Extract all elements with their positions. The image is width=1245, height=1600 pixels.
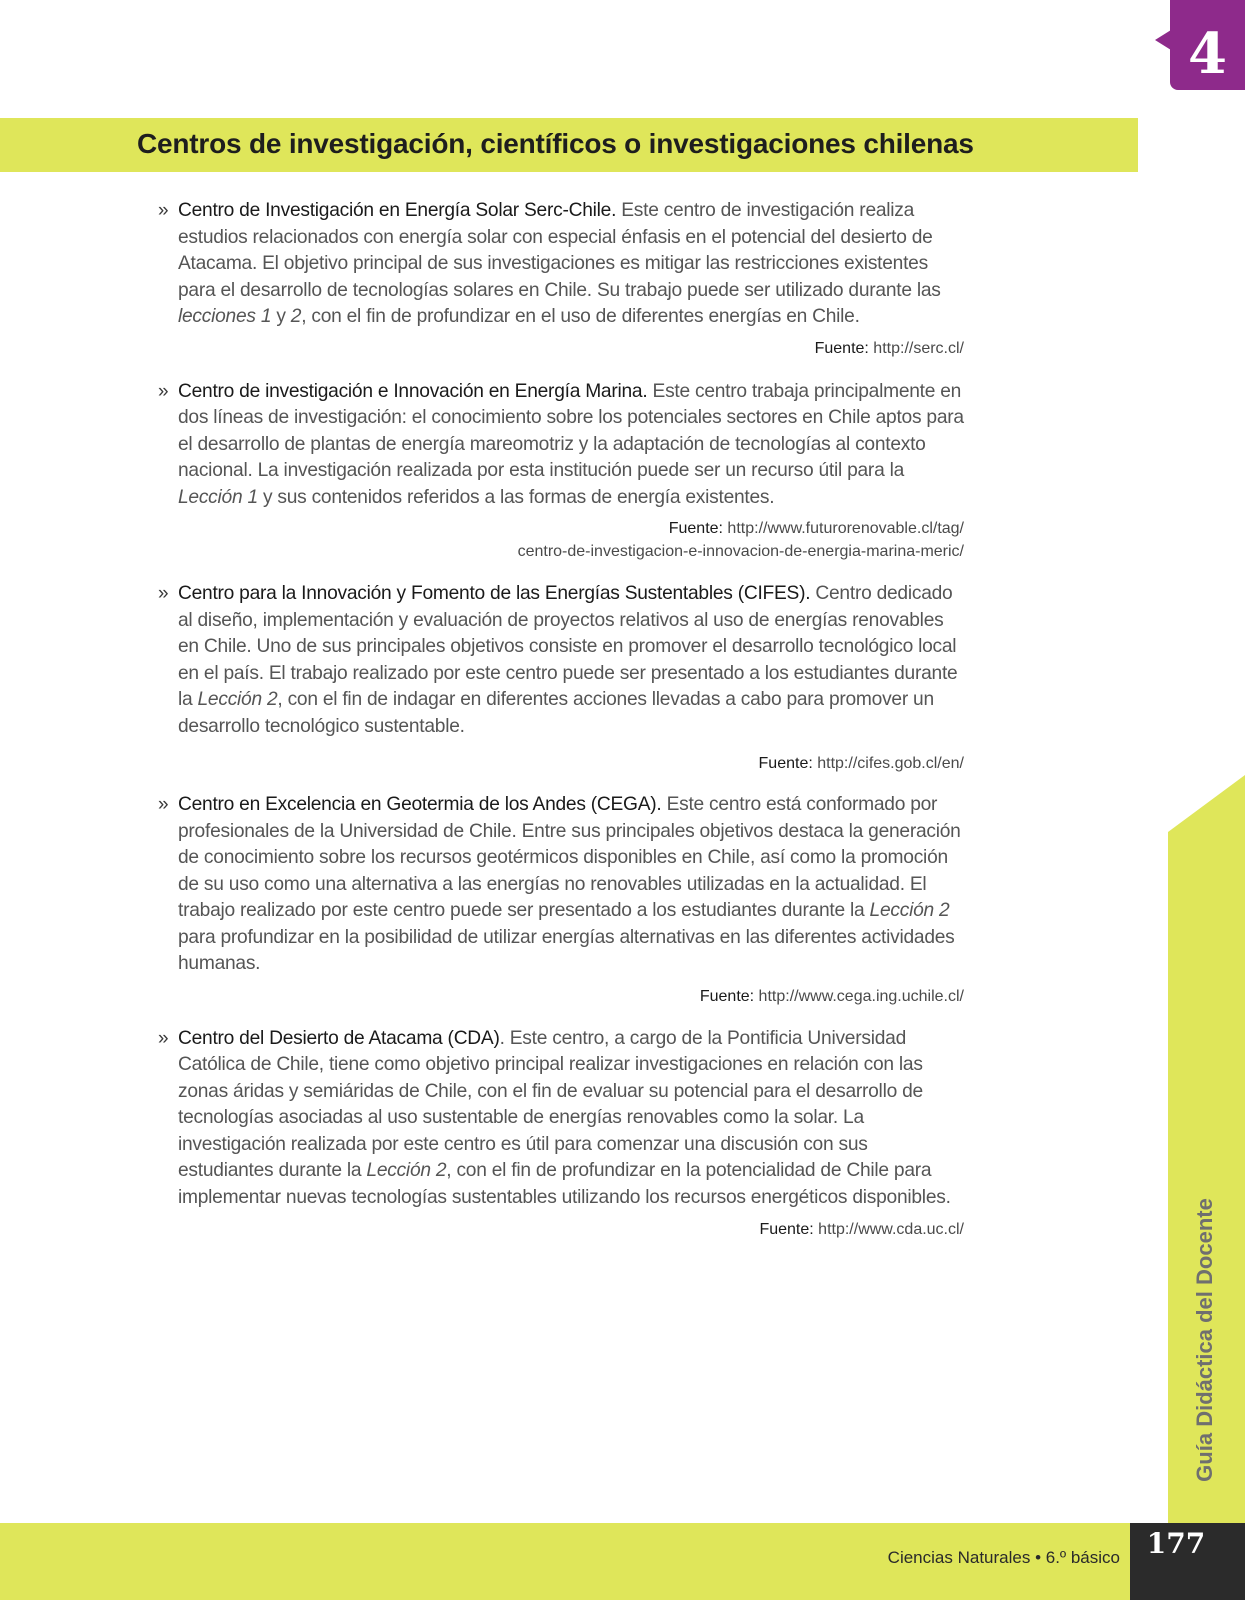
lesson-reference: 2 <box>290 306 302 327</box>
lesson-reference: Lección 2 <box>197 689 278 710</box>
page-title: Centros de investigación, científicos o investigaciones chilenas <box>137 128 974 159</box>
bullet-icon: » <box>158 380 169 402</box>
source-link[interactable]: http://www.futurorenovable.cl/tag/ <box>722 520 964 537</box>
entry-body: y sus contenidos referidos a las formas de energía existentes. <box>257 486 775 508</box>
entry-text <box>178 581 964 740</box>
source-label: Fuente: <box>668 520 723 537</box>
source-link[interactable]: http://www.cega.ing.uchile.cl/ <box>754 987 964 1005</box>
entry-name: Centro de Investigación en Energía Solar Serc-Chile. <box>178 200 617 221</box>
entry-body: Este centro está conformado por profesionales de la Universidad de Chile. Entre sus principales objetivos destaca la generación de conocimiento sobre los recursos geotérmicos disponibles en Chile, así como la promoción de su uso como una alternativa a las energías no renovables utilizadas en la actualidad. El trabajo realizado por este centro puede ser presentado a los estudiantes durante la <box>178 794 961 921</box>
research-centers-list <box>158 198 964 1241</box>
entry-body: y <box>271 306 291 327</box>
entry-body: , con el fin de indagar en diferentes acciones llevadas a cabo para promover un desarrollo tecnológico sustentable. <box>178 689 934 737</box>
entry-text <box>178 1026 964 1212</box>
bullet-icon: » <box>158 794 169 815</box>
entry-name: Centro en Excelencia en Geotermia de los Andes (CEGA). <box>178 794 662 815</box>
entry-text <box>178 379 964 512</box>
entry-body: , con el fin de profundizar en la potencialidad de Chile para implementar nuevas tecnologías sustentables utilizando los recursos energéticos disponibles. <box>178 1160 951 1208</box>
entry-body: Este centro de investigación realiza estudios relacionados con energía solar con especial énfasis en el potencial del desierto de Atacama. El objetivo principal de sus investigaciones es mitigar las restricciones existentes para el desarrollo de tecnologías solares en Chile. Su trabajo puede ser utilizado durante las <box>178 200 941 301</box>
chapter-number: 4 <box>1188 21 1227 87</box>
source-label: Fuente: <box>759 1221 814 1238</box>
sidebar-label: Guía Didáctica del Docente <box>1192 1198 1217 1482</box>
source-link[interactable]: http://cifes.gob.cl/en/ <box>812 755 964 772</box>
bullet-icon: » <box>158 583 169 604</box>
entry-name: Centro de investigación e Innovación en Energía Marina. <box>178 380 648 402</box>
entry-body: Este centro trabaja principalmente en dos líneas de investigación: el conocimiento sobre los potenciales sectores en Chile aptos para el desarrollo de plantas de energía mareomotriz y la adaptación de tecnologías al contexto nacional. La investigación realizada por esta institución puede ser un recurso útil para la <box>178 380 964 481</box>
entry-text <box>178 792 964 978</box>
list-item <box>158 1026 964 1212</box>
list-item <box>158 792 964 978</box>
list-item <box>158 581 964 740</box>
entry-source <box>158 1218 964 1241</box>
lesson-reference: Lección 2 <box>366 1160 447 1181</box>
source-link[interactable]: http://www.cda.uc.cl/ <box>813 1221 964 1238</box>
bullet-icon: » <box>158 200 169 221</box>
footer-subject: Ciencias Naturales • 6.º básico <box>887 1548 1120 1567</box>
list-item <box>158 198 964 331</box>
source-label: Fuente: <box>699 987 755 1005</box>
chapter-tab-notch <box>1155 30 1171 50</box>
entry-source <box>158 337 964 360</box>
list-item <box>158 379 964 512</box>
entry-source <box>158 752 964 775</box>
source-label: Fuente: <box>758 755 813 772</box>
lesson-reference: Lección 1 <box>178 486 258 508</box>
entry-body: Centro dedicado al diseño, implementación y evaluación de proyectos relativos al uso de energías renovables en Chile. Uno de sus principales objetivos consiste en promover el desarrollo tecnológico local en el país. El trabajo realizado por este centro puede ser presentado a los estudiantes durante la <box>178 583 958 710</box>
bullet-icon: » <box>158 1027 169 1049</box>
entry-text <box>178 198 964 331</box>
page-number: 177 <box>1146 1527 1206 1560</box>
entry-name: Centro del Desierto de Atacama (CDA) <box>178 1027 500 1049</box>
entry-name: Centro para la Innovación y Fomento de las Energías Sustentables (CIFES). <box>178 583 811 604</box>
entry-source <box>158 517 964 563</box>
lesson-reference: Lección 2 <box>869 900 950 921</box>
source-link[interactable]: http://serc.cl/ <box>868 339 964 357</box>
source-link-continued[interactable]: centro-de-investigacion-e-innovacion-de-energia-marina-meric/ <box>517 543 964 560</box>
entry-body: para profundizar en la posibilidad de utilizar energías alternativas en las diferentes actividades humanas. <box>178 926 955 974</box>
source-label: Fuente: <box>814 339 869 357</box>
lesson-reference: lecciones 1 <box>178 306 272 327</box>
entry-body: , con el fin de profundizar en el uso de diferentes energías en Chile. <box>301 306 860 327</box>
sidebar-corner-cut <box>1168 775 1245 832</box>
entry-source <box>158 985 964 1008</box>
entry-body: . Este centro, a cargo de la Pontificia Universidad Católica de Chile, tiene como objetivo principal realizar investigaciones en relación con las zonas áridas y semiáridas de Chile, con el fin de evaluar su potencial para el desarrollo de tecnologías asociadas al uso sustentable de energías renovables como la solar. La investigación realizada por este centro es útil para comenzar una discusión con sus estudiantes durante la <box>178 1027 923 1181</box>
